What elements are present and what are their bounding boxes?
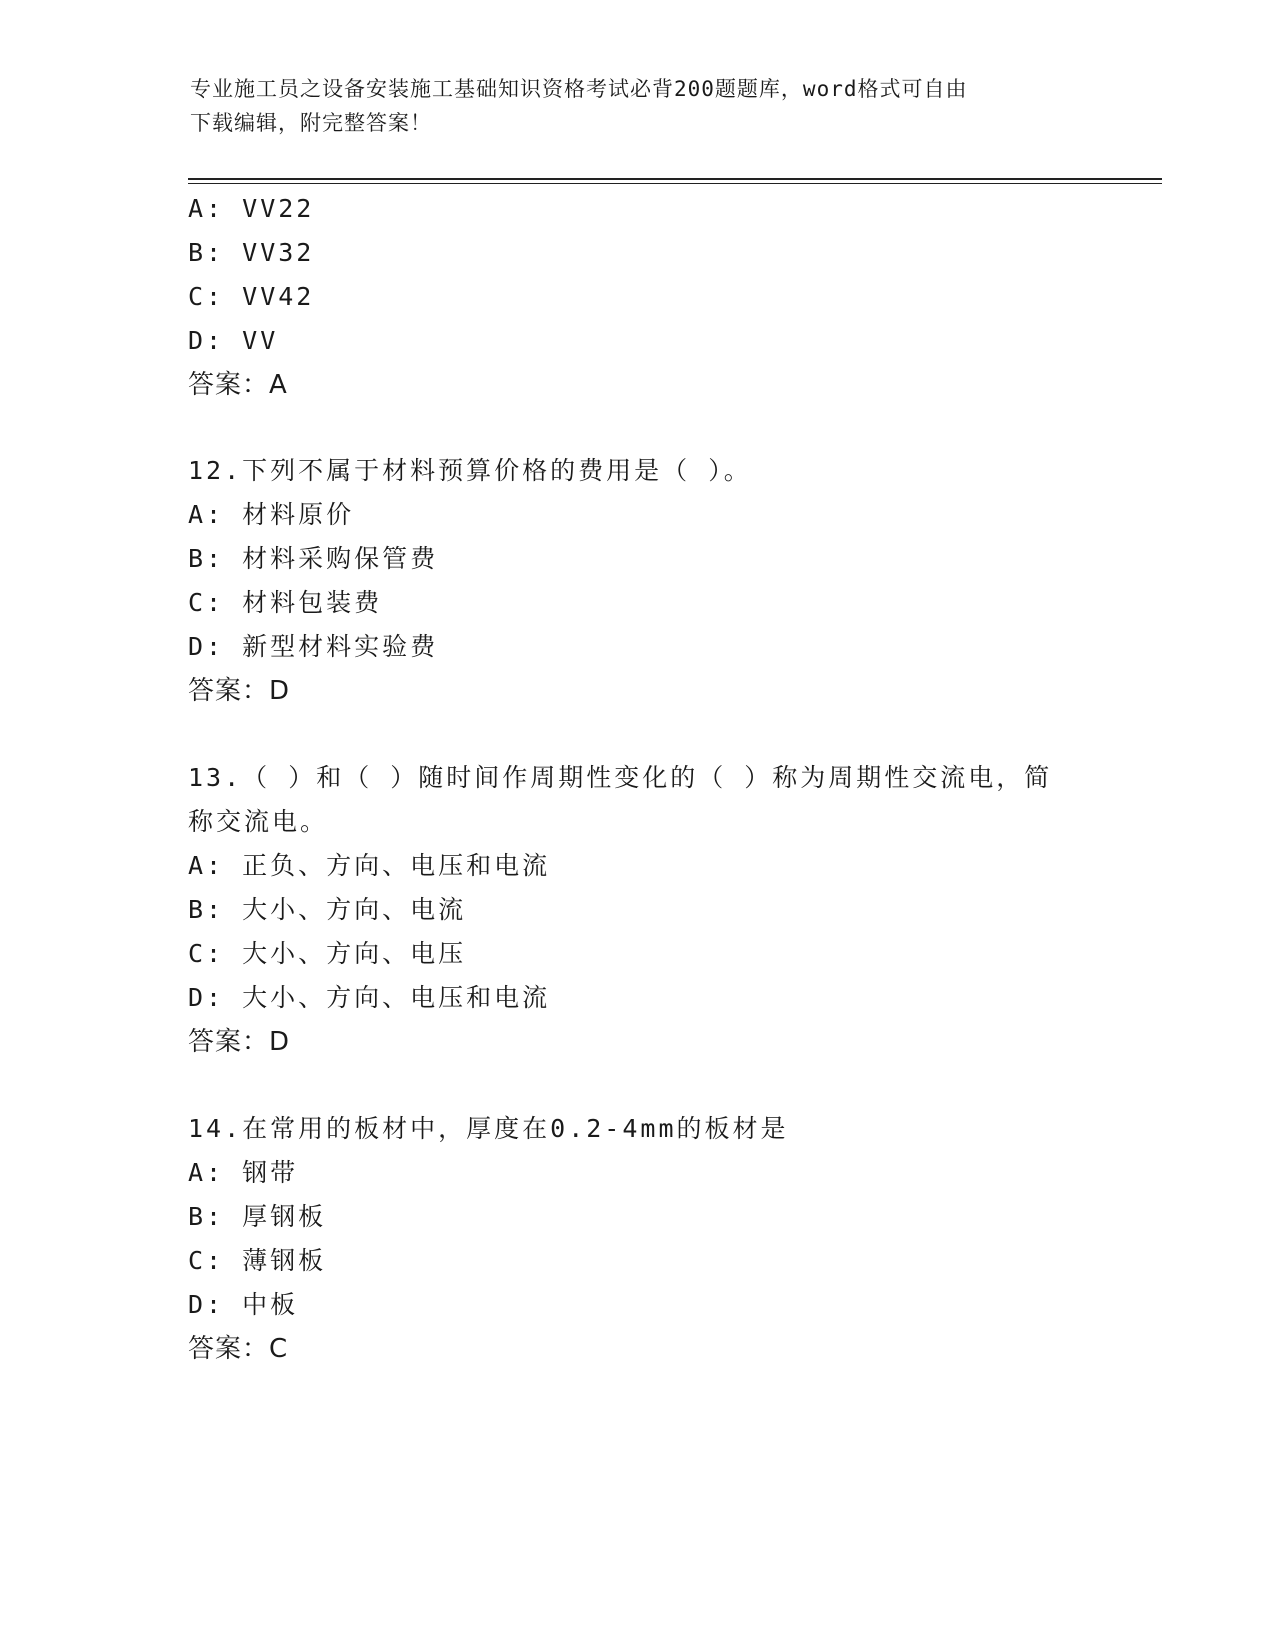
q11-answer: 答案：A bbox=[188, 370, 288, 400]
q12-option-b: B: 材料采购保管费 bbox=[188, 544, 439, 573]
q13-stem-line-2: 称交流电。 bbox=[188, 807, 329, 836]
q13-option-c: C: 大小、方向、电压 bbox=[188, 939, 467, 968]
q12-option-a: A: 材料原价 bbox=[188, 500, 355, 529]
q14-option-c: C: 薄钢板 bbox=[188, 1246, 327, 1275]
q12-stem: 12.下列不属于材料预算价格的费用是（ ）。 bbox=[188, 456, 752, 485]
q14-answer: 答案：C bbox=[188, 1334, 289, 1364]
q11-option-a: A: VV22 bbox=[188, 194, 315, 223]
q11-option-b: B: VV32 bbox=[188, 238, 315, 267]
q12-option-c: C: 材料包装费 bbox=[188, 588, 383, 617]
q13-option-d: D: 大小、方向、电压和电流 bbox=[188, 983, 551, 1012]
q13-stem-line-1: 13.（ ）和（ ）随时间作周期性变化的（ ）称为周期性交流电，简 bbox=[188, 763, 1053, 792]
header-divider-thin bbox=[188, 183, 1162, 184]
q14-stem: 14.在常用的板材中，厚度在0.2-4mm的板材是 bbox=[188, 1114, 789, 1143]
header-line-1: 专业施工员之设备安装施工基础知识资格考试必背200题题库，word格式可自由 bbox=[190, 77, 968, 101]
document-header bbox=[190, 72, 1090, 140]
q12-option-d: D: 新型材料实验费 bbox=[188, 632, 439, 661]
q14-option-a: A: 钢带 bbox=[188, 1158, 299, 1187]
q14-option-b: B: 厚钢板 bbox=[188, 1202, 327, 1231]
q11-option-d: D: VV bbox=[188, 326, 279, 355]
header-line-2: 下载编辑，附完整答案！ bbox=[190, 111, 432, 135]
q13-option-b: B: 大小、方向、电流 bbox=[188, 895, 467, 924]
header-divider-thick bbox=[188, 178, 1162, 180]
q13-answer: 答案：D bbox=[188, 1027, 291, 1057]
q11-option-c: C: VV42 bbox=[188, 282, 315, 311]
q12-answer: 答案：D bbox=[188, 676, 291, 706]
q14-option-d: D: 中板 bbox=[188, 1290, 299, 1319]
q13-option-a: A: 正负、方向、电压和电流 bbox=[188, 851, 551, 880]
